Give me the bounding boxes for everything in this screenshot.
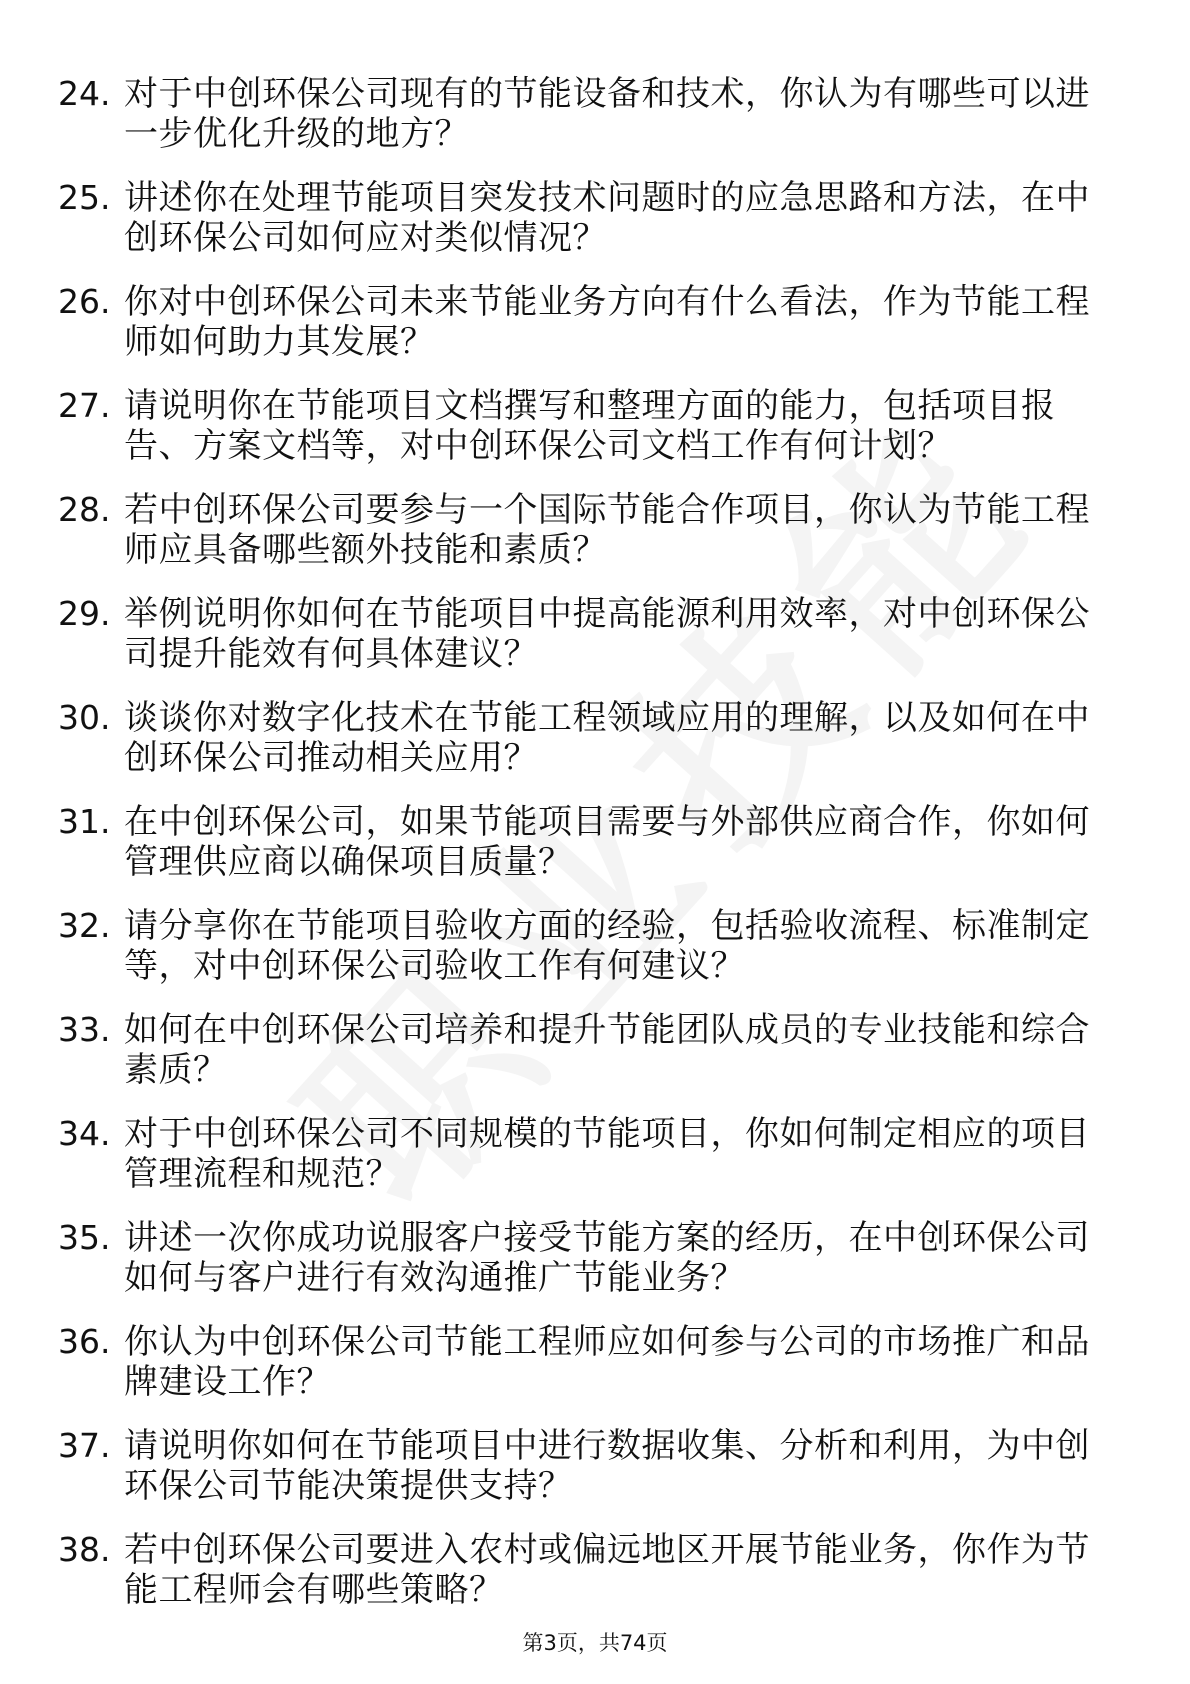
question-item bbox=[58, 490, 1110, 594]
question-number: 29. bbox=[58, 594, 111, 633]
question-item bbox=[58, 178, 1110, 282]
question-text: 你认为中创环保公司节能工程师应如何参与公司的市场推广和品牌建设工作？ bbox=[124, 1322, 1090, 1402]
question-number: 32. bbox=[58, 906, 111, 945]
question-text: 举例说明你如何在节能项目中提高能源利用效率，对中创环保公司提升能效有何具体建议？ bbox=[124, 594, 1090, 674]
question-number: 36. bbox=[58, 1322, 111, 1361]
question-number: 26. bbox=[58, 282, 111, 321]
question-item bbox=[58, 74, 1110, 178]
question-item bbox=[58, 1426, 1110, 1530]
page-footer: 第3页，共74页 bbox=[522, 1631, 668, 1655]
question-text: 如何在中创环保公司培养和提升节能团队成员的专业技能和综合素质？ bbox=[124, 1010, 1090, 1090]
question-item bbox=[58, 698, 1110, 802]
question-text: 若中创环保公司要进入农村或偏远地区开展节能业务，你作为节能工程师会有哪些策略？ bbox=[124, 1530, 1090, 1610]
question-item bbox=[58, 1218, 1110, 1322]
question-text: 请说明你在节能项目文档撰写和整理方面的能力，包括项目报告、方案文档等，对中创环保公司文档工作有何计划？ bbox=[124, 386, 1056, 466]
question-text: 在中创环保公司，如果节能项目需要与外部供应商合作，你如何管理供应商以确保项目质量？ bbox=[124, 802, 1090, 882]
question-number: 38. bbox=[58, 1530, 111, 1569]
question-item bbox=[58, 906, 1110, 1010]
question-item bbox=[58, 282, 1110, 386]
question-item bbox=[58, 802, 1110, 906]
question-number: 31. bbox=[58, 802, 111, 841]
question-text: 请分享你在节能项目验收方面的经验，包括验收流程、标准制定等，对中创环保公司验收工作有何建议？ bbox=[124, 906, 1090, 986]
question-number: 25. bbox=[58, 178, 111, 217]
question-item bbox=[58, 1114, 1110, 1218]
question-item bbox=[58, 1322, 1110, 1426]
question-text: 你对中创环保公司未来节能业务方向有什么看法，作为节能工程师如何助力其发展？ bbox=[124, 282, 1090, 362]
question-number: 30. bbox=[58, 698, 111, 737]
question-item bbox=[58, 1530, 1110, 1634]
question-number: 28. bbox=[58, 490, 111, 529]
question-number: 24. bbox=[58, 74, 111, 113]
question-number: 37. bbox=[58, 1426, 111, 1465]
question-text: 对于中创环保公司不同规模的节能项目，你如何制定相应的项目管理流程和规范？ bbox=[124, 1114, 1090, 1194]
question-number: 33. bbox=[58, 1010, 111, 1049]
question-item bbox=[58, 386, 1110, 490]
question-number: 27. bbox=[58, 386, 111, 425]
question-text: 对于中创环保公司现有的节能设备和技术，你认为有哪些可以进一步优化升级的地方？ bbox=[124, 74, 1090, 154]
question-number: 35. bbox=[58, 1218, 111, 1257]
question-text: 讲述一次你成功说服客户接受节能方案的经历，在中创环保公司如何与客户进行有效沟通推广节能业务？ bbox=[124, 1218, 1090, 1298]
question-text: 若中创环保公司要参与一个国际节能合作项目，你认为节能工程师应具备哪些额外技能和素质？ bbox=[124, 490, 1090, 570]
question-item bbox=[58, 594, 1110, 698]
question-item bbox=[58, 1010, 1110, 1114]
question-number: 34. bbox=[58, 1114, 111, 1153]
question-text: 讲述你在处理节能项目突发技术问题时的应急思路和方法，在中创环保公司如何应对类似情况？ bbox=[124, 178, 1090, 258]
question-list bbox=[58, 74, 1110, 1634]
question-text: 谈谈你对数字化技术在节能工程领域应用的理解，以及如何在中创环保公司推动相关应用？ bbox=[124, 698, 1090, 778]
question-text: 请说明你如何在节能项目中进行数据收集、分析和利用，为中创环保公司节能决策提供支持？ bbox=[124, 1426, 1090, 1506]
